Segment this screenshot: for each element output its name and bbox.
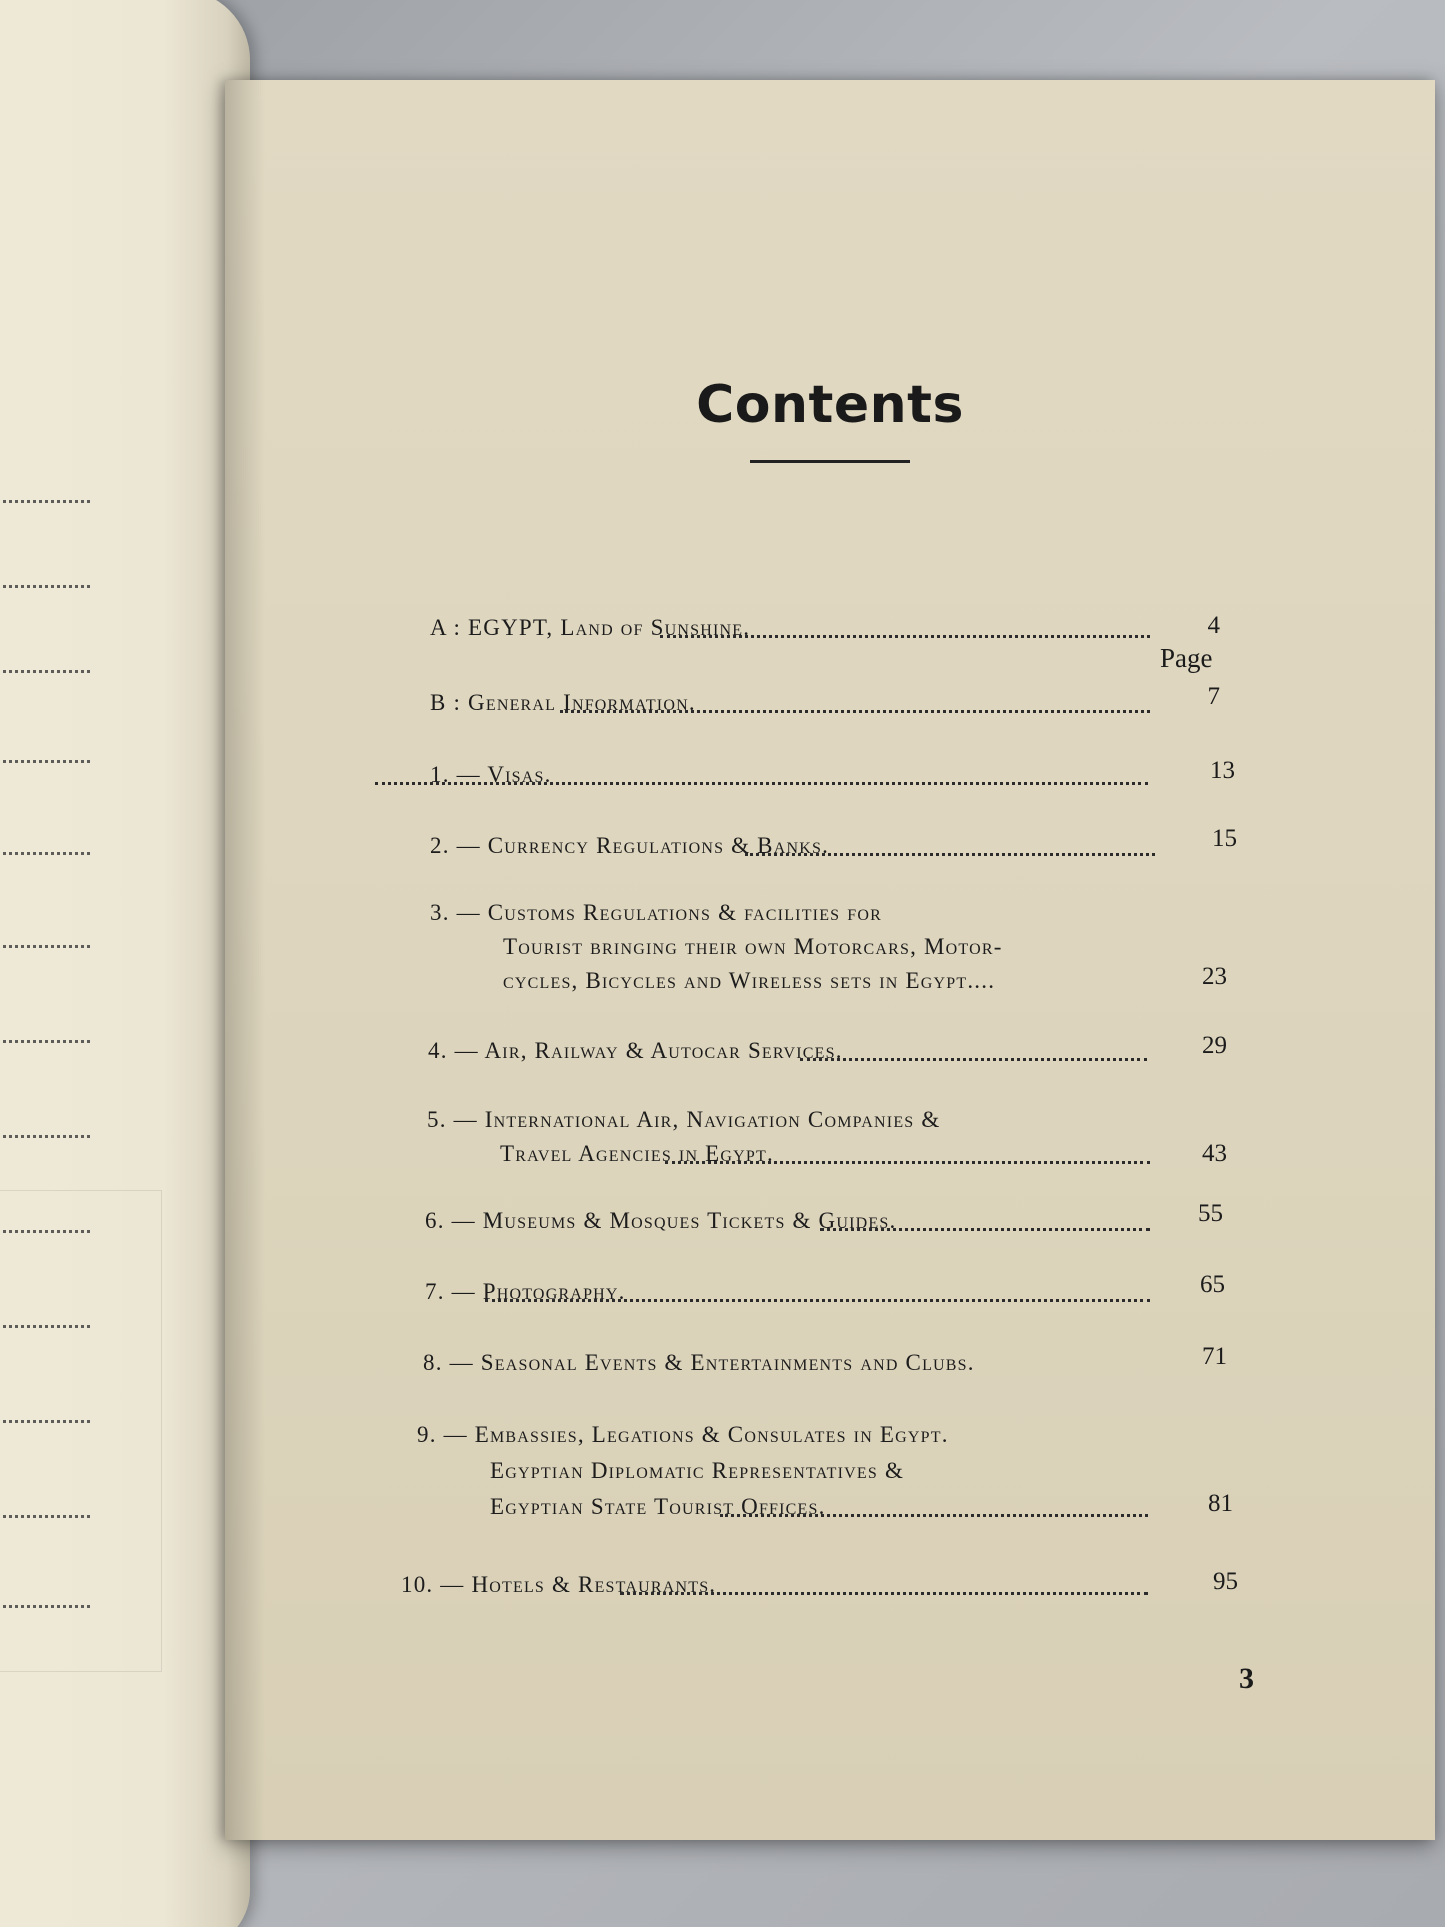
dot-leader xyxy=(660,635,1150,638)
entry-text-line: 9. — Embassies, Legations & Consulates in Egypt. xyxy=(417,1422,949,1447)
dot-leader xyxy=(485,1299,1150,1302)
entry-page-number: 7 xyxy=(1207,683,1220,710)
entry-page-number: 29 xyxy=(1202,1032,1227,1059)
dotted-line xyxy=(0,760,90,763)
entry-page-number: 4 xyxy=(1207,612,1220,639)
dotted-line xyxy=(0,585,90,588)
entry-text-line: 8. — Seasonal Events & Entertainments and Clubs. xyxy=(423,1350,975,1375)
entry-text-line: 5. — International Air, Navigation Companies & xyxy=(427,1107,941,1132)
entry-text-line: cycles, Bicycles and Wireless sets in Egypt.... xyxy=(503,968,996,993)
page-column-heading: Page xyxy=(1160,643,1213,673)
dot-leader xyxy=(820,1228,1150,1231)
entry-text-line: 10. — Hotels & Restaurants. xyxy=(401,1572,717,1597)
faint-box xyxy=(0,1190,162,1672)
page-title: Contents xyxy=(696,375,964,435)
dot-leader xyxy=(745,853,1155,856)
entry-text-line: B : General Information. xyxy=(430,690,696,715)
entry-text-line: 7. — Photography. xyxy=(425,1279,626,1304)
gutter-shadow xyxy=(225,80,265,1840)
entry-page-number: 95 xyxy=(1213,1568,1238,1595)
entry-text-line: Egyptian State Tourist Offices. xyxy=(490,1494,826,1519)
dotted-line xyxy=(0,1040,90,1043)
dot-leader xyxy=(800,1058,1147,1061)
entry-text-line: Egyptian Diplomatic Representatives & xyxy=(490,1458,905,1483)
dotted-line xyxy=(0,852,90,855)
dotted-line xyxy=(0,500,90,503)
entry-text-line: 3. — Customs Regulations & facilities for xyxy=(430,900,882,925)
entry-page-number: 23 xyxy=(1202,963,1227,990)
entry-text-line: 6. — Museums & Mosques Tickets & Guides. xyxy=(425,1208,897,1233)
title-rule xyxy=(750,460,910,463)
entry-page-number: 65 xyxy=(1200,1271,1225,1298)
entry-text-line: Travel Agencies in Egypt. xyxy=(500,1141,774,1166)
dotted-line xyxy=(0,670,90,673)
entry-page-number: 71 xyxy=(1202,1343,1227,1370)
entry-text-line: 4. — Air, Railway & Autocar Services. xyxy=(428,1038,843,1063)
dotted-line xyxy=(0,1135,90,1138)
entry-page-number: 13 xyxy=(1210,757,1235,784)
entry-page-number: 15 xyxy=(1212,825,1237,852)
entry-page-number: 55 xyxy=(1198,1200,1223,1227)
left-page xyxy=(0,0,250,1927)
folio-number: 3 xyxy=(1239,1662,1254,1695)
entry-text-line: 2. — Currency Regulations & Banks. xyxy=(430,833,830,858)
entry-page-number: 43 xyxy=(1202,1140,1227,1167)
dotted-line xyxy=(0,945,90,948)
entry-page-number: 81 xyxy=(1208,1490,1233,1517)
entry-text-line: A : EGYPT, Land of Sunshine. xyxy=(430,615,751,640)
dot-leader xyxy=(560,710,1150,713)
entry-text-line: Tourist bringing their own Motorcars, Motor- xyxy=(503,934,1003,959)
contents-page xyxy=(225,80,1435,1840)
entry-text-line: 1. — Visas. xyxy=(430,762,552,787)
dot-leader xyxy=(665,1161,1150,1164)
dot-leader xyxy=(375,782,1148,785)
dot-leader xyxy=(720,1514,1148,1517)
dot-leader xyxy=(620,1592,1148,1595)
